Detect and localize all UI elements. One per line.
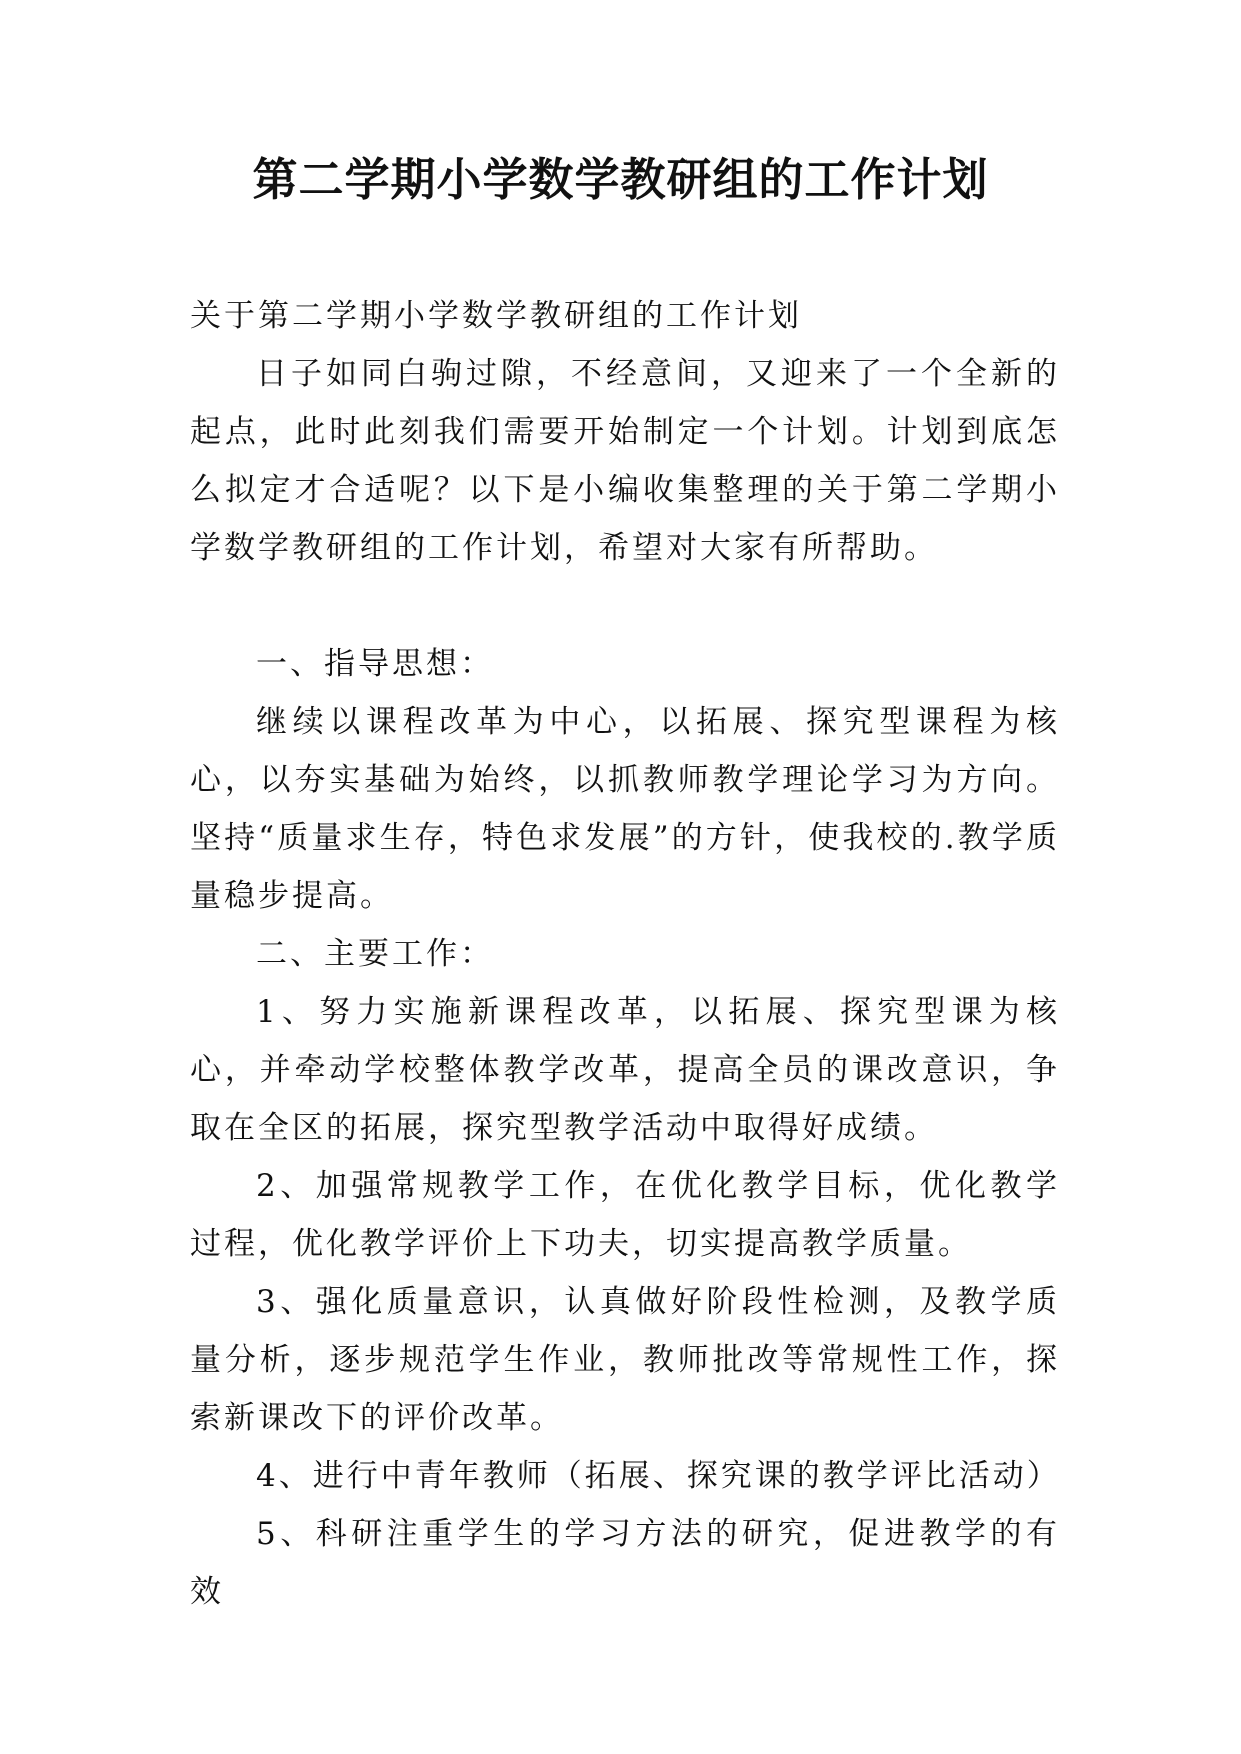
section-heading-main-work: 二、主要工作： bbox=[256, 936, 494, 972]
paragraph-spacer bbox=[190, 577, 1060, 635]
document-body bbox=[190, 287, 1060, 1621]
work-item-5: 5、科研注重学生的学习方法的研究，促进教学的有效 bbox=[190, 1516, 1060, 1610]
intro-paragraph: 日子如同白驹过隙，不经意间，又迎来了一个全新的起点，此时此刻我们需要开始制定一个计划。计划到底怎么拟定才合适呢？以下是小编收集整理的关于第二学期小学数学教研组的工作计划，希望对大家有所帮助。 bbox=[190, 356, 1060, 566]
work-item-4: 4、进行中青年教师（拓展、探究课的教学评比活动） bbox=[256, 1458, 1061, 1494]
guiding-ideology-paragraph: 继续以课程改革为中心，以拓展、探究型课程为核心，以夯实基础为始终，以抓教师教学理论学习为方向。坚持“质量求生存，特色求发展”的方针，使我校的.教学质量稳步提高。 bbox=[190, 704, 1060, 914]
work-item-2: 2、加强常规教学工作，在优化教学目标，优化教学过程，优化教学评价上下功夫，切实提高教学质量。 bbox=[190, 1168, 1060, 1262]
work-item-3: 3、强化质量意识，认真做好阶段性检测，及教学质量分析，逐步规范学生作业，教师批改等常规性工作，探索新课改下的评价改革。 bbox=[190, 1284, 1060, 1436]
document-title: 第二学期小学数学教研组的工作计划 bbox=[252, 153, 989, 206]
document-subtitle: 关于第二学期小学数学教研组的工作计划 bbox=[190, 298, 802, 334]
work-item-1: 1、努力实施新课程改革，以拓展、探究型课为核心，并牵动学校整体教学改革，提高全员的课改意识，争取在全区的拓展，探究型教学活动中取得好成绩。 bbox=[190, 994, 1060, 1146]
section-heading-guiding-ideology: 一、指导思想： bbox=[256, 646, 494, 682]
